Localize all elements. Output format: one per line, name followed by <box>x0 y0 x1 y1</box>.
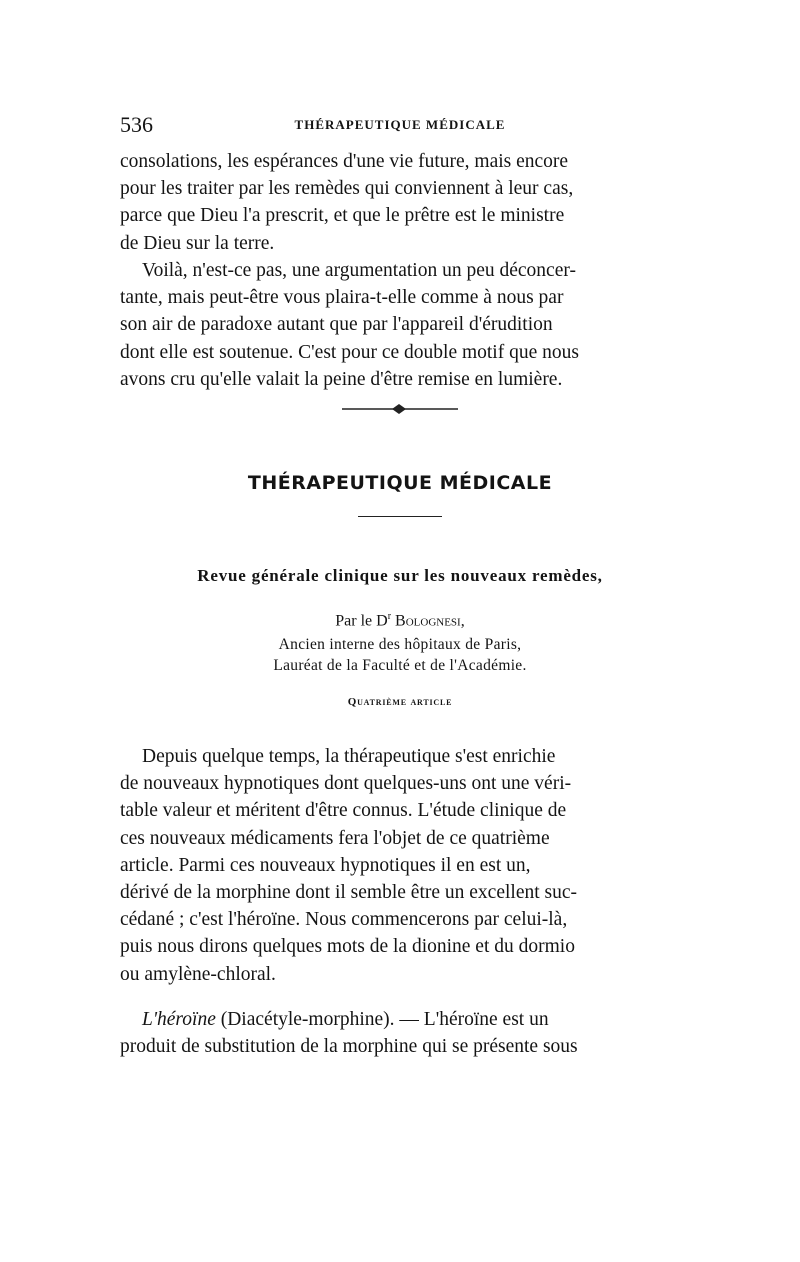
running-title: THÉRAPEUTIQUE MÉDICALE <box>294 117 506 132</box>
text-line: avons cru qu'elle valait la peine d'être remise en lumière. <box>120 368 563 390</box>
text-line: de nouveaux hypnotiques dont quelques-uns ont une véri- <box>120 773 572 795</box>
paragraph-2 <box>120 257 682 393</box>
text-line: son air de paradoxe autant que par l'appareil d'érudition <box>120 314 553 336</box>
author-prefix: Par le D <box>335 612 388 630</box>
text-line: ou amylène-chloral. <box>120 963 276 985</box>
paragraph-1 <box>120 148 682 257</box>
title-rule <box>358 516 442 517</box>
text-line: dérivé de la morphine dont il semble être un excellent suc- <box>120 882 578 904</box>
author-name: Bolognesi, <box>395 612 465 630</box>
author-affiliation-1: Ancien interne des hôpitaux de Paris, <box>278 636 522 653</box>
author-title-sup: r <box>387 611 392 622</box>
page-header <box>120 112 680 142</box>
text-line: consolations, les espérances d'une vie future, mais encore <box>120 151 569 172</box>
ornament-divider-icon <box>340 396 460 420</box>
author-affiliation-2: Lauréat de la Faculté et de l'Académie. <box>273 657 527 674</box>
italic-lead: L'héroïne <box>142 1009 216 1030</box>
text-line: Voilà, n'est-ce pas, une argumentation un peu déconcer- <box>142 260 576 281</box>
text-span: (Diacétyle-morphine). — L'héroïne est un <box>215 1009 549 1030</box>
text-line: tante, mais peut-être vous plaira-t-elle comme à nous par <box>120 287 564 309</box>
article-label: Quatrième article <box>347 696 453 708</box>
review-title: Revue générale clinique sur les nouveaux remèdes, <box>197 566 603 585</box>
text-line: Depuis quelque temps, la thérapeutique s'est enrichie <box>142 746 556 767</box>
text-line: parce que Dieu l'a prescrit, et que le prêtre est le ministre <box>120 205 565 227</box>
text-line: produit de substitution de la morphine qui se présente sous <box>120 1036 578 1058</box>
section-title: THÉRAPEUTIQUE MÉDICALE <box>247 472 553 494</box>
paragraph-4 <box>120 1006 682 1060</box>
text-line: article. Parmi ces nouveaux hypnotiques il en est un, <box>120 854 531 876</box>
paragraph-3 <box>120 743 682 988</box>
text-line: puis nous dirons quelques mots de la dionine et du dormio <box>120 936 575 958</box>
text-line: dont elle est soutenue. C'est pour ce double motif que nous <box>120 341 579 363</box>
text-line: pour les traiter par les remèdes qui conviennent à leur cas, <box>120 178 574 200</box>
page-number: 536 <box>120 112 153 137</box>
text-line: de Dieu sur la terre. <box>120 232 275 254</box>
text-line <box>120 1006 682 1033</box>
text-line: table valeur et méritent d'être connus. L'étude clinique de <box>120 800 567 822</box>
text-line: ces nouveaux médicaments fera l'objet de ce quatrième <box>120 827 550 849</box>
text-line: cédané ; c'est l'héroïne. Nous commencerons par celui-là, <box>120 909 568 931</box>
author-line <box>0 611 800 630</box>
